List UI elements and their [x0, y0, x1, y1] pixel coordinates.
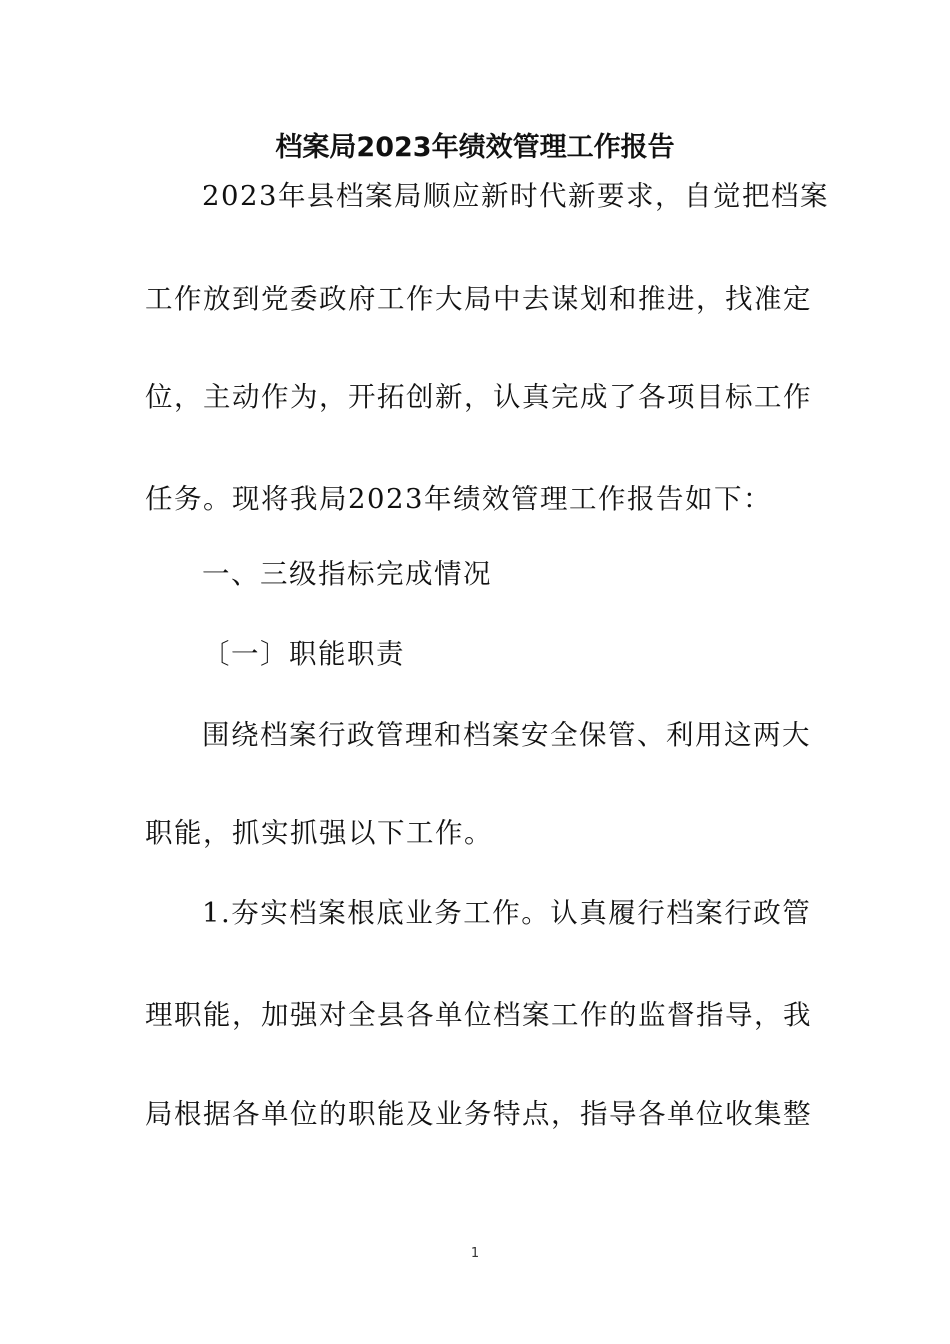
paragraph-line: 位，主动作为，开拓创新，认真完成了各项目标工作	[145, 381, 812, 413]
section-heading: 一、三级指标完成情况	[202, 558, 492, 590]
paragraph-line: 1.夯实档案根底业务工作。认真履行档案行政管	[202, 897, 812, 929]
paragraph-line: 任务。现将我局2023年绩效管理工作报告如下：	[145, 483, 772, 515]
paragraph-line: 职能，抓实抓强以下工作。	[145, 817, 493, 849]
paragraph-line: 2023年县档案局顺应新时代新要求，自觉把档案	[202, 180, 829, 212]
paragraph-line: 局根据各单位的职能及业务特点，指导各单位收集整	[145, 1098, 812, 1130]
document-title: 档案局2023年绩效管理工作报告	[275, 132, 675, 163]
page-number: 1	[470, 1246, 480, 1261]
paragraph-line: 理职能，加强对全县各单位档案工作的监督指导，我	[145, 999, 812, 1031]
subsection-heading: 〔一〕职能职责	[202, 638, 405, 670]
paragraph-line: 工作放到党委政府工作大局中去谋划和推进，找准定	[145, 283, 812, 315]
paragraph-line: 围绕档案行政管理和档案安全保管、利用这两大	[202, 719, 811, 751]
